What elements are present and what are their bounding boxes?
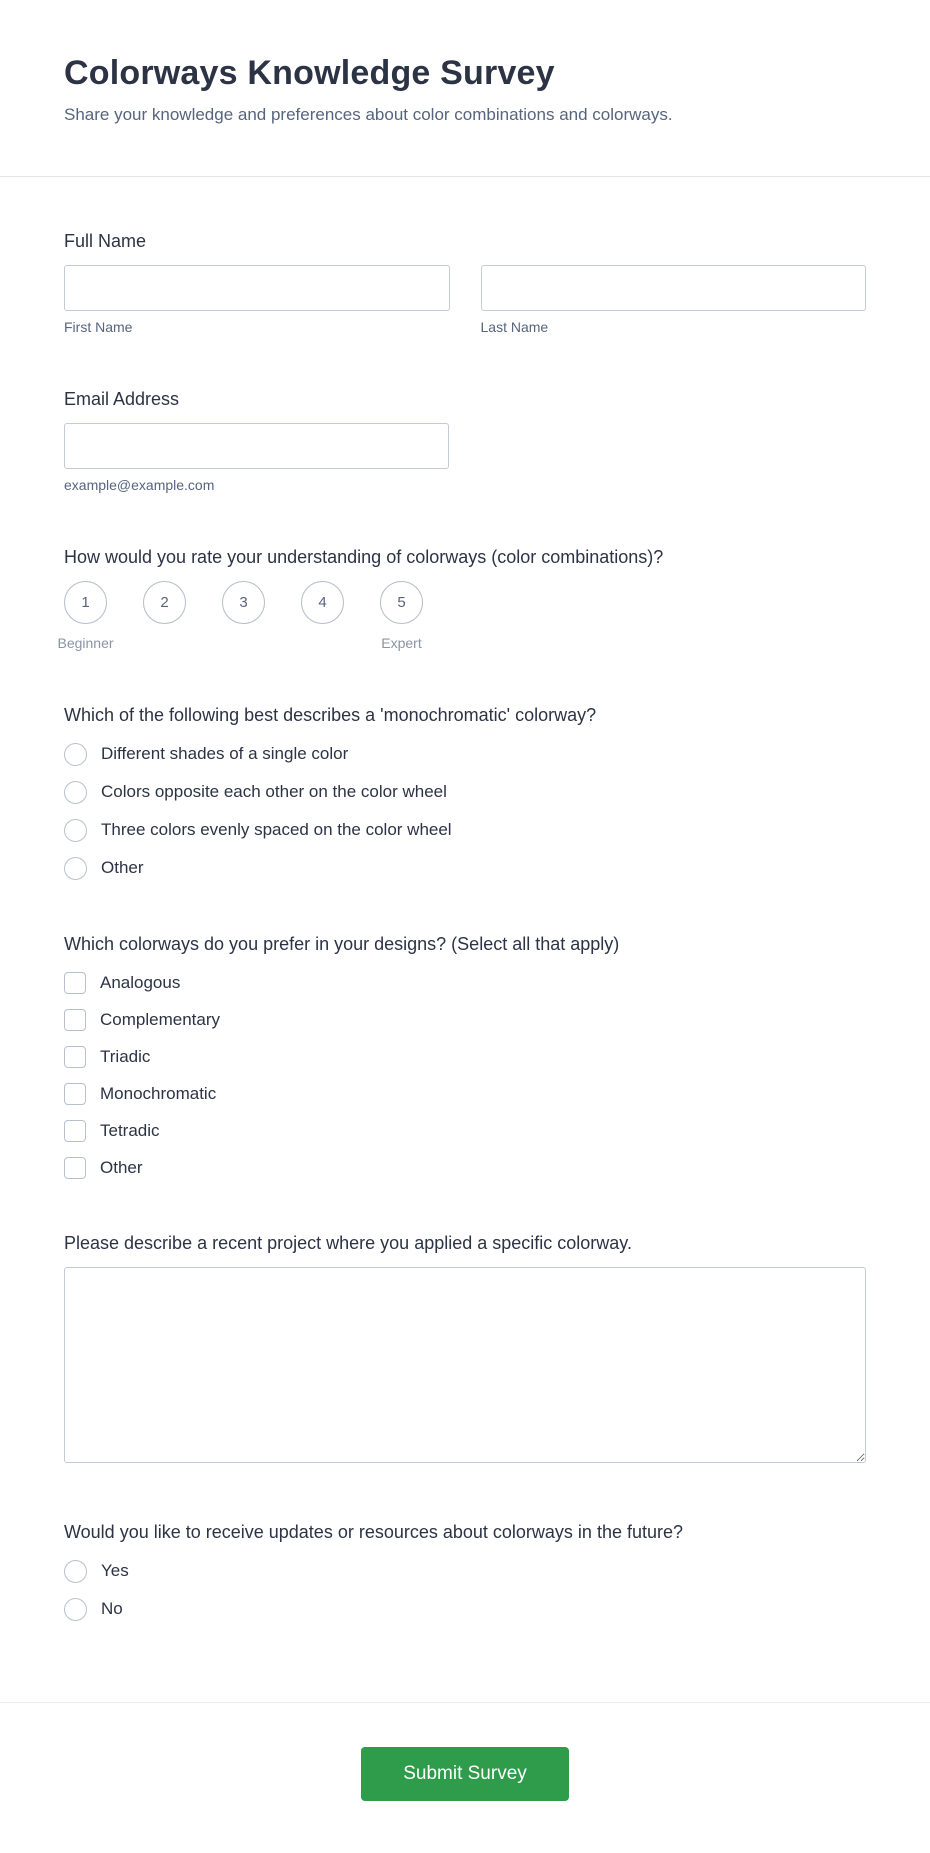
radio-option-row[interactable] xyxy=(64,819,866,842)
rating-field xyxy=(57,546,866,651)
radio-button[interactable] xyxy=(64,857,87,880)
name-row xyxy=(64,265,866,335)
submit-section xyxy=(0,1703,930,1853)
radio-option-label[interactable]: Other xyxy=(101,858,144,878)
checkbox[interactable] xyxy=(64,1046,86,1068)
form-header xyxy=(0,0,930,128)
last-name-col xyxy=(481,265,867,335)
checkbox-option-label[interactable]: Triadic xyxy=(100,1046,151,1066)
checkbox-option-label[interactable]: Tetradic xyxy=(100,1120,160,1140)
checkbox-option-row[interactable] xyxy=(64,1157,866,1179)
monochromatic-field xyxy=(64,705,866,880)
preferences-field xyxy=(64,934,866,1179)
checkbox-option-label[interactable]: Analogous xyxy=(100,972,181,992)
rating-3-button[interactable]: 3 xyxy=(222,581,265,624)
radio-option-label[interactable]: No xyxy=(101,1599,123,1619)
rating-2-button[interactable]: 2 xyxy=(143,581,186,624)
checkbox-option-row[interactable] xyxy=(64,1083,866,1105)
radio-option-label[interactable]: Yes xyxy=(101,1561,129,1581)
radio-button[interactable] xyxy=(64,1560,87,1583)
rating-4-button[interactable]: 4 xyxy=(301,581,344,624)
last-name-input[interactable] xyxy=(481,265,867,311)
radio-button[interactable] xyxy=(64,743,87,766)
radio-option-row[interactable] xyxy=(64,1598,866,1621)
rating-item-3 xyxy=(222,581,265,651)
checkbox-option-label[interactable]: Monochromatic xyxy=(100,1083,217,1103)
checkbox-option-label[interactable]: Other xyxy=(100,1157,143,1177)
submit-button[interactable]: Submit Survey xyxy=(361,1747,569,1801)
rating-item-1 xyxy=(57,581,114,651)
page-title: Colorways Knowledge Survey xyxy=(64,54,555,92)
project-textarea[interactable] xyxy=(64,1267,866,1463)
full-name-field xyxy=(64,231,866,335)
rating-item-5 xyxy=(380,581,423,651)
rating-1-button[interactable]: 1 xyxy=(64,581,107,624)
checkbox-option-label[interactable]: Complementary xyxy=(100,1009,220,1029)
project-field xyxy=(64,1233,866,1468)
checkbox-option-row[interactable] xyxy=(64,1046,866,1068)
preferences-options xyxy=(64,972,866,1179)
last-name-sublabel: Last Name xyxy=(480,318,549,335)
radio-option-row[interactable] xyxy=(64,1560,866,1583)
preferences-question: Which colorways do you prefer in your designs? (Select all that apply) xyxy=(64,933,620,954)
radio-option-label[interactable]: Different shades of a single color xyxy=(101,744,349,764)
checkbox-option-row[interactable] xyxy=(64,1009,866,1031)
checkbox[interactable] xyxy=(64,1083,86,1105)
rating-item-4 xyxy=(301,581,344,651)
rating-scale xyxy=(57,581,866,651)
first-name-col xyxy=(64,265,450,335)
radio-option-row[interactable] xyxy=(64,743,866,766)
form-body xyxy=(0,177,930,1660)
email-field xyxy=(64,389,866,493)
radio-option-row[interactable] xyxy=(64,857,866,880)
radio-button[interactable] xyxy=(64,819,87,842)
email-label: Email Address xyxy=(64,388,180,409)
full-name-label: Full Name xyxy=(64,230,147,251)
checkbox[interactable] xyxy=(64,1157,86,1179)
rating-5-button[interactable]: 5 xyxy=(380,581,423,624)
updates-options xyxy=(64,1560,866,1621)
checkbox[interactable] xyxy=(64,1120,86,1142)
radio-button[interactable] xyxy=(64,1598,87,1621)
project-textarea-wrap xyxy=(64,1267,866,1468)
monochromatic-question: Which of the following best describes a 'monochromatic' colorway? xyxy=(64,704,597,725)
radio-option-label[interactable]: Three colors evenly spaced on the color wheel xyxy=(101,820,452,840)
radio-button[interactable] xyxy=(64,781,87,804)
first-name-sublabel: First Name xyxy=(64,318,133,335)
checkbox[interactable] xyxy=(64,972,86,994)
project-question: Please describe a recent project where you applied a specific colorway. xyxy=(64,1232,632,1253)
updates-field xyxy=(64,1522,866,1621)
radio-option-row[interactable] xyxy=(64,781,866,804)
monochromatic-options xyxy=(64,743,866,880)
email-input[interactable] xyxy=(64,423,449,469)
radio-option-label[interactable]: Colors opposite each other on the color wheel xyxy=(101,782,447,802)
email-sublabel: example@example.com xyxy=(64,476,215,493)
rating-item-2 xyxy=(143,581,186,651)
checkbox-option-row[interactable] xyxy=(64,972,866,994)
rating-min-label: Beginner xyxy=(57,634,114,651)
page-subtitle: Share your knowledge and preferences about color combinations and colorways. xyxy=(64,105,673,124)
checkbox-option-row[interactable] xyxy=(64,1120,866,1142)
rating-question: How would you rate your understanding of colorways (color combinations)? xyxy=(64,546,664,567)
first-name-input[interactable] xyxy=(64,265,450,311)
checkbox[interactable] xyxy=(64,1009,86,1031)
updates-question: Would you like to receive updates or resources about colorways in the future? xyxy=(64,1521,684,1542)
rating-max-label: Expert xyxy=(381,634,422,651)
